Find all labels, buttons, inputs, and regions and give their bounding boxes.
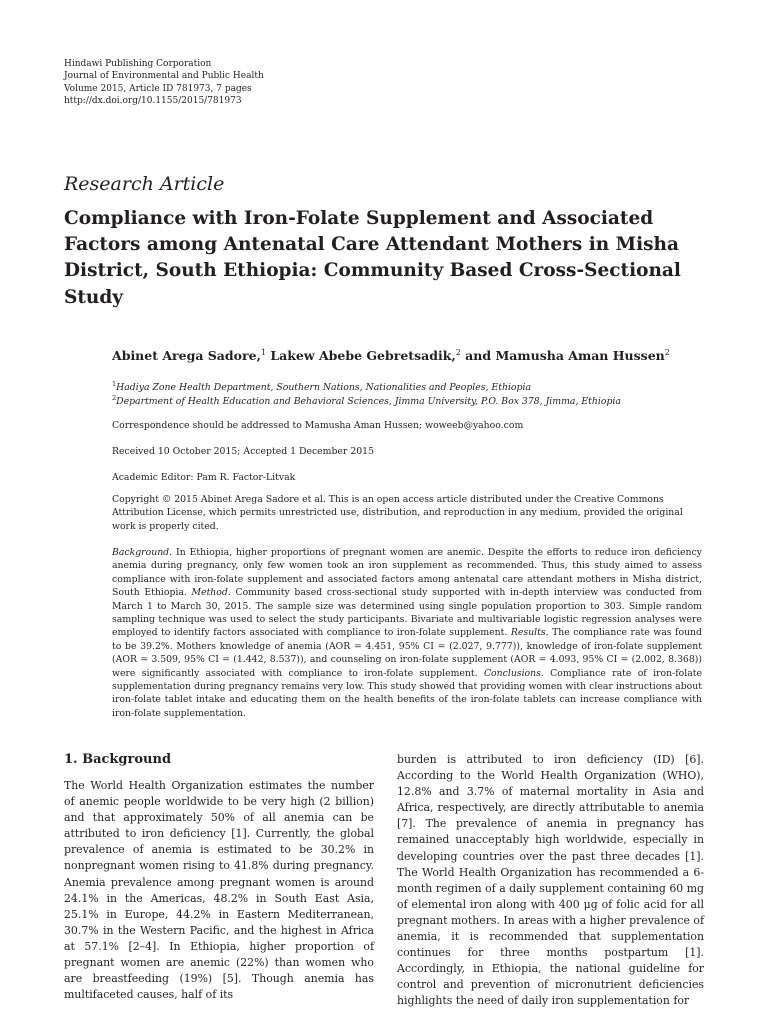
abstract-background-label: Background. — [112, 547, 173, 558]
abstract-results-label: Results. — [510, 627, 549, 639]
affiliation-2-number: 2 — [112, 394, 117, 402]
body-column-right: burden is attributed to iron deficiency (ID) [6]. According to the World Health Organization (WHO), 12.8% and 3.7% of maternal mortality in Asia and Africa, respectively, are directly attributable to anemia [7]. The prevalence of anemia in pregnancy has remained unacceptably high worldwide, especially in developing countries over the past three decades [1]. The World Health Organization has recommended a 6-month regimen of a daily supplement containing 60 mg of elemental iron along with 400 μg of folic acid for all pregnant mothers. In areas with a higher prevalence of anemia, it is recommended that supplementation continues for three months postpartum [1]. Accordingly, in Ethiopia, the national guideline for control and prevention of micronutrient deficiencies highlights the need of daily iron supplementation for — [397, 753, 704, 1008]
publisher-name: Hindawi Publishing Corporation — [64, 59, 212, 69]
body-column-left: The World Health Organization estimates the number of anemic people worldwide to be very high (2 billion) and that approximately 50% of all anemia can be attributed to iron deficiency [1]. Currently, the global prevalence of anemia is estimated to be 30.2% in nonpregnant women rising to 41.8% during pregnancy. Anemia prevalence among pregnant women is around 24.1% in the Americas, 48.2% in South East Asia, 25.1% in Europe, 44.2% in Eastern Mediterranean, 30.7% in the Western Pacific, and the highest in Africa at 57.1% [2–4]. In Ethiopia, higher proportion of pregnant women are anemic (22%) than women who are breastfeeding (19%) [5]. Though anemia has multifaceted causes, half of its — [64, 779, 374, 1002]
affiliation-1 — [112, 380, 531, 393]
received-dates: Received 10 October 2015; Accepted 1 December 2015 — [112, 446, 374, 457]
abstract-method-label: Method. — [191, 587, 231, 599]
abstract-results: The compliance rate was found to be 39.2%. Mothers knowledge of anemia (AOR = 4.451, 95% CI = (2.027, 9.777)), knowledge of iron-folate supplement (AOR = 3.509, 95% CI = (1.442, 8.537)), and counseling on iron-folate supplement (AOR = 4.093, 95% CI = (2.002, 8.368)) were significantly associated with compliance to iron-folate supplement. — [112, 627, 702, 679]
correspondence: Correspondence should be addressed to Mamusha Aman Hussen; woweeb@yahoo.com — [112, 420, 524, 431]
abstract-background: In Ethiopia, higher proportions of pregnant women are anemic. Despite the efforts to reduce iron deficiency anemia during pregnancy, only few women took an iron supplement as recommended. Thus, this study aimed to assess compliance with iron-folate supplement and associated factors among antenatal care attendant mothers in Misha district, South Ethiopia. — [112, 547, 702, 599]
academic-editor: Academic Editor: Pam R. Factor-Litvak — [112, 472, 296, 483]
article-type: Research Article — [64, 173, 225, 195]
paper-title: Compliance with Iron-Folate Supplement and Associated Factors among Antenatal Care Attendant Mothers in Misha District, South Ethiopia: Community Based Cross-Sectional Study — [64, 208, 681, 308]
affiliation-2 — [112, 394, 621, 407]
author-1: Abinet Arega Sadore, — [112, 348, 261, 364]
affiliation-1-text: Hadiya Zone Health Department, Southern Nations, Nationalities and Peoples, Ethiopia — [116, 382, 532, 394]
section-heading: 1. Background — [64, 752, 172, 767]
author-3-affil: 2 — [664, 348, 670, 357]
abstract-conclusions-label: Conclusions. — [483, 667, 544, 679]
abstract — [112, 546, 702, 720]
abstract-conclusions: Compliance rate of iron-folate supplementation during pregnancy remains very low. This study showed that providing women with clear instructions about iron-folate tablet intake and educating them on the health benefits of the iron-folate tablets can increase compliance with iron-folate supplementation. — [112, 667, 703, 719]
journal-name: Journal of Environmental and Public Health — [64, 71, 264, 82]
doi-link[interactable]: http://dx.doi.org/10.1155/2015/781973 — [64, 95, 242, 106]
journal-header — [64, 58, 264, 107]
author-list — [112, 348, 670, 363]
author-3: and Mamusha Aman Hussen — [460, 348, 665, 364]
volume-info: Volume 2015, Article ID 781973, 7 pages — [64, 83, 252, 94]
affiliation-1-number: 1 — [112, 380, 117, 388]
copyright-notice: Copyright © 2015 Abinet Arega Sadore et al. This is an open access article distributed under the Creative Commons Attribution License, which permits unrestricted use, distribution, and reproduction in any medium, provided the original work is properly cited. — [112, 494, 683, 532]
author-2-affil: 2 — [455, 348, 461, 357]
affiliation-2-text: Department of Health Education and Behavioral Sciences, Jimma University, P.O. Box 378, Jimma, Ethiopia — [116, 396, 621, 408]
abstract-method: Community based cross-sectional study supported with in-depth interview was conducted from March 1 to March 30, 2015. The sample size was determined using single population proportion to 303. Simple random sampling technique was used to select the study participants. Bivariate and multivariable logistic regression analyses were employed to identify factors associated with compliance to iron-folate supplement. — [112, 587, 702, 639]
author-2: Lakew Abebe Gebretsadik, — [265, 348, 456, 364]
author-1-affil: 1 — [260, 348, 266, 357]
